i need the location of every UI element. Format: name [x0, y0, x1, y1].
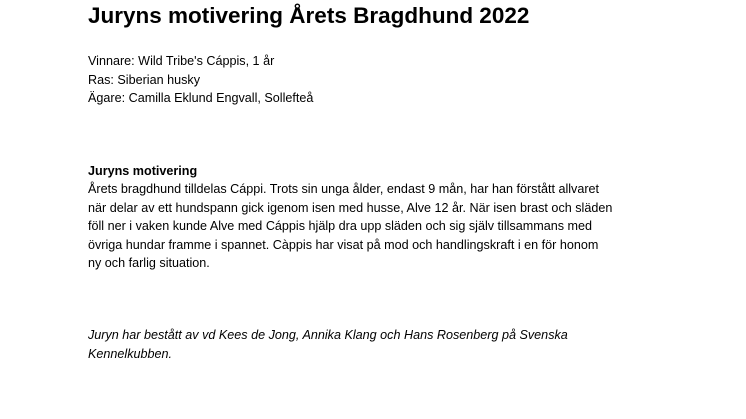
jury-line: Juryn har bestått av vd Kees de Jong, Annika Klang och Hans Rosenberg på Svenska [88, 328, 568, 342]
section-heading: Juryns motivering [88, 164, 198, 178]
jury-line: Kennelkubben. [88, 346, 173, 361]
winner-info [88, 52, 313, 108]
paragraph-line: när delar av ett hundspann gick igenom isen med husse, Alve 12 år. När isen brast och släden [88, 200, 613, 215]
breed-line: Ras: Siberian husky [88, 72, 200, 87]
winner-line: Vinnare: Wild Tribe's Cáppis, 1 år [88, 54, 275, 68]
paragraph-line: övriga hundar framme i spannet. Càppis har visat på mod och handlingskraft i en för honom [88, 237, 599, 252]
owner-line: Ägare: Camilla Eklund Engvall, Sollefteå [88, 91, 314, 105]
paragraph-line: ny och farlig situation. [88, 256, 210, 270]
jury-note [88, 326, 568, 363]
paragraph-line: föll ner i vaken kunde Alve med Cáppis hjälp dra upp släden och sig själv tillsammans med [88, 219, 593, 233]
paragraph-line: Årets bragdhund tilldelas Cáppi. Trots sin unga ålder, endast 9 mån, har han förstått allvaret [88, 182, 600, 196]
motivation-paragraph [88, 180, 612, 273]
document-title: Juryns motivering Årets Bragdhund 2022 [88, 3, 530, 28]
